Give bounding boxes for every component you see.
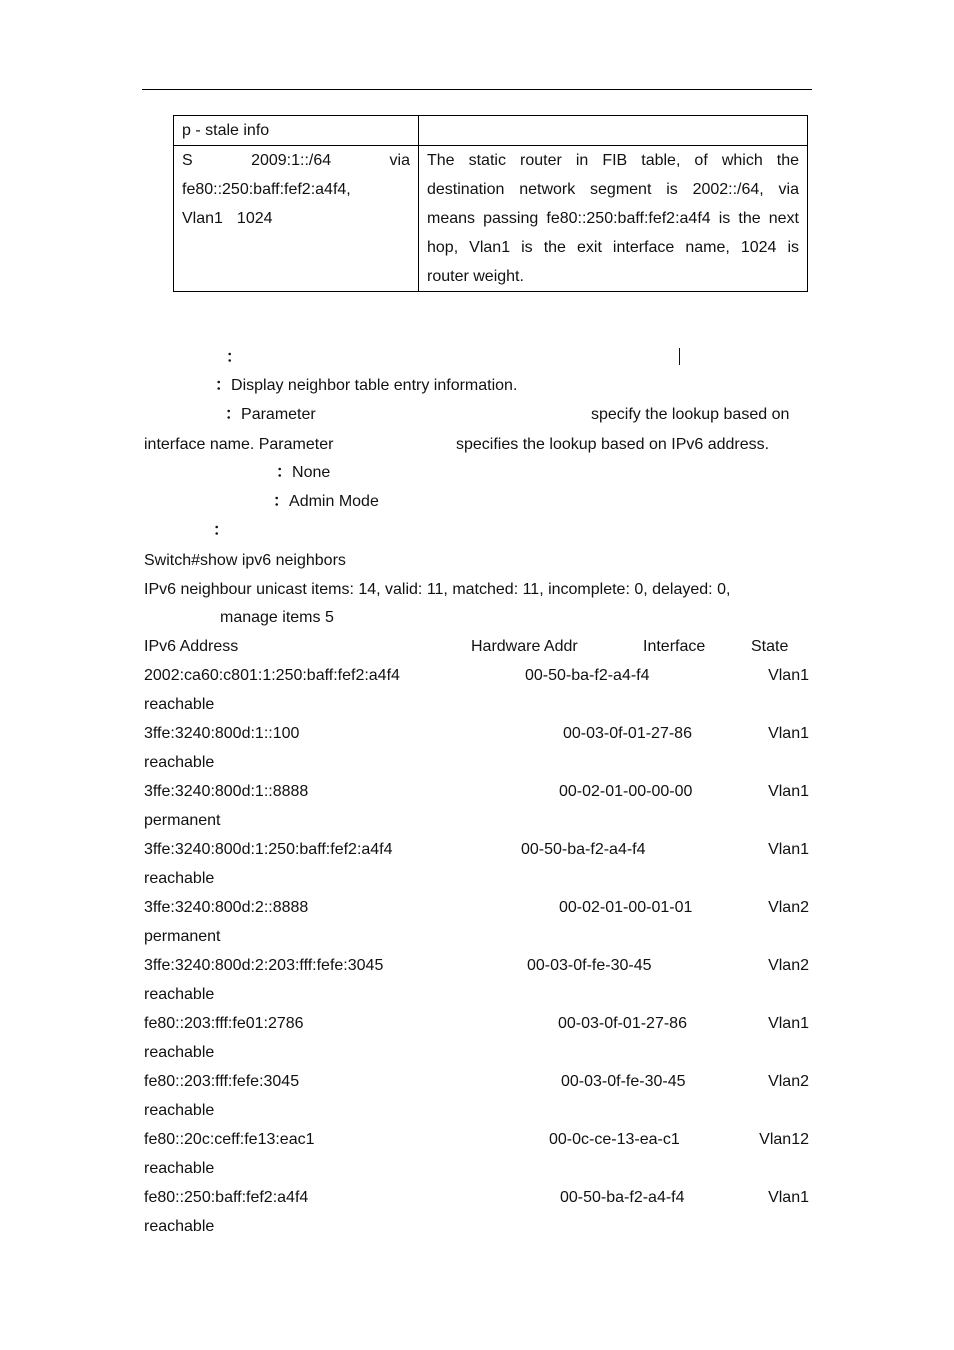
- definition-table: [173, 115, 808, 292]
- table-row: [174, 146, 808, 292]
- neighbor-address: 3ffe:3240:800d:2::8888: [144, 899, 309, 916]
- neighbor-state: reachable: [144, 1218, 215, 1235]
- example-colon: ：: [213, 522, 230, 539]
- neighbor-address: 3ffe:3240:800d:1::100: [144, 725, 300, 742]
- column-header-interface: Interface: [643, 638, 706, 655]
- neighbor-interface: Vlan2: [768, 1073, 809, 1090]
- table-cell: p - stale info: [174, 116, 419, 146]
- column-header-hw: Hardware Addr: [471, 638, 578, 655]
- neighbor-interface: Vlan12: [759, 1131, 809, 1148]
- parameter-desc: specify the lookup based on: [591, 406, 790, 423]
- neighbor-state: permanent: [144, 812, 221, 829]
- neighbor-interface: Vlan2: [768, 899, 809, 916]
- cell-line: hop, Vlan1 is the exit interface name, 1024 is: [427, 239, 799, 256]
- example-summary: IPv6 neighbour unicast items: 14, valid: 11, matched: 11, incomplete: 0, delayed: 0,: [144, 581, 731, 598]
- neighbor-state: reachable: [144, 1160, 215, 1177]
- function-line: ：Display neighbor table entry information.: [215, 377, 518, 394]
- table-cell: [419, 116, 808, 146]
- neighbor-interface: Vlan1: [768, 1015, 809, 1032]
- header-rule: [142, 89, 812, 90]
- neighbor-interface: Vlan1: [768, 725, 809, 742]
- neighbor-state: reachable: [144, 1044, 215, 1061]
- table-cell: [174, 146, 419, 292]
- neighbor-hw-addr: 00-02-01-00-01-01: [559, 899, 693, 916]
- neighbor-hw-addr: 00-50-ba-f2-a4-f4: [560, 1189, 685, 1206]
- neighbor-address: fe80::203:fff:fe01:2786: [144, 1015, 304, 1032]
- cell-line: means passing fe80::250:baff:fef2:a4f4 is the next: [427, 210, 799, 227]
- cell-line: fe80::250:baff:fef2:a4f4,: [182, 181, 351, 198]
- neighbor-state: reachable: [144, 696, 215, 713]
- cell-line: router weight.: [427, 268, 524, 285]
- neighbor-state: permanent: [144, 928, 221, 945]
- cell-line: S 2009:1::/64 via: [182, 152, 410, 169]
- example-summary-cont: manage items 5: [220, 609, 334, 626]
- parameter-line: ：Parameter: [225, 406, 316, 423]
- command-colon: ：: [226, 349, 243, 366]
- default-line: ：None: [276, 464, 331, 481]
- neighbor-hw-addr: 00-50-ba-f2-a4-f4: [525, 667, 650, 684]
- neighbor-interface: Vlan1: [768, 1189, 809, 1206]
- neighbor-interface: Vlan1: [768, 667, 809, 684]
- neighbor-interface: Vlan1: [768, 841, 809, 858]
- neighbor-interface: Vlan2: [768, 957, 809, 974]
- neighbor-hw-addr: 00-03-0f-01-27-86: [563, 725, 692, 742]
- cell-line: Vlan1 1024: [182, 210, 273, 227]
- mode-line: ：Admin Mode: [273, 493, 379, 510]
- table-row: [174, 116, 808, 146]
- neighbor-hw-addr: 00-0c-ce-13-ea-c1: [549, 1131, 680, 1148]
- neighbor-state: reachable: [144, 986, 215, 1003]
- neighbor-address: fe80::20c:ceff:fe13:eac1: [144, 1131, 315, 1148]
- example-command: Switch#show ipv6 neighbors: [144, 552, 346, 569]
- neighbor-address: fe80::203:fff:fefe:3045: [144, 1073, 300, 1090]
- neighbor-hw-addr: 00-02-01-00-00-00: [559, 783, 693, 800]
- neighbor-hw-addr: 00-03-0f-fe-30-45: [527, 957, 652, 974]
- neighbor-state: reachable: [144, 1102, 215, 1119]
- column-header-address: IPv6 Address: [144, 638, 239, 655]
- neighbor-address: 3ffe:3240:800d:1::8888: [144, 783, 309, 800]
- neighbor-hw-addr: 00-50-ba-f2-a4-f4: [521, 841, 646, 858]
- neighbor-hw-addr: 00-03-0f-01-27-86: [558, 1015, 687, 1032]
- neighbor-state: reachable: [144, 754, 215, 771]
- neighbor-address: 3ffe:3240:800d:2:203:fff:fefe:3045: [144, 957, 384, 974]
- cell-line: destination network segment is 2002::/64, via: [427, 181, 799, 198]
- neighbor-address: 3ffe:3240:800d:1:250:baff:fef2:a4f4: [144, 841, 393, 858]
- table-cell: [419, 146, 808, 292]
- column-header-state: State: [751, 638, 789, 655]
- neighbor-address: 2002:ca60:c801:1:250:baff:fef2:a4f4: [144, 667, 400, 684]
- neighbor-interface: Vlan1: [768, 783, 809, 800]
- parameter-line2: interface name. Parameter: [144, 436, 334, 453]
- separator-bar: [679, 348, 680, 365]
- neighbor-hw-addr: 00-03-0f-fe-30-45: [561, 1073, 686, 1090]
- parameter-desc2: specifies the lookup based on IPv6 address.: [456, 436, 770, 453]
- neighbor-state: reachable: [144, 870, 215, 887]
- neighbor-address: fe80::250:baff:fef2:a4f4: [144, 1189, 309, 1206]
- cell-line: The static router in FIB table, of which the: [427, 152, 799, 169]
